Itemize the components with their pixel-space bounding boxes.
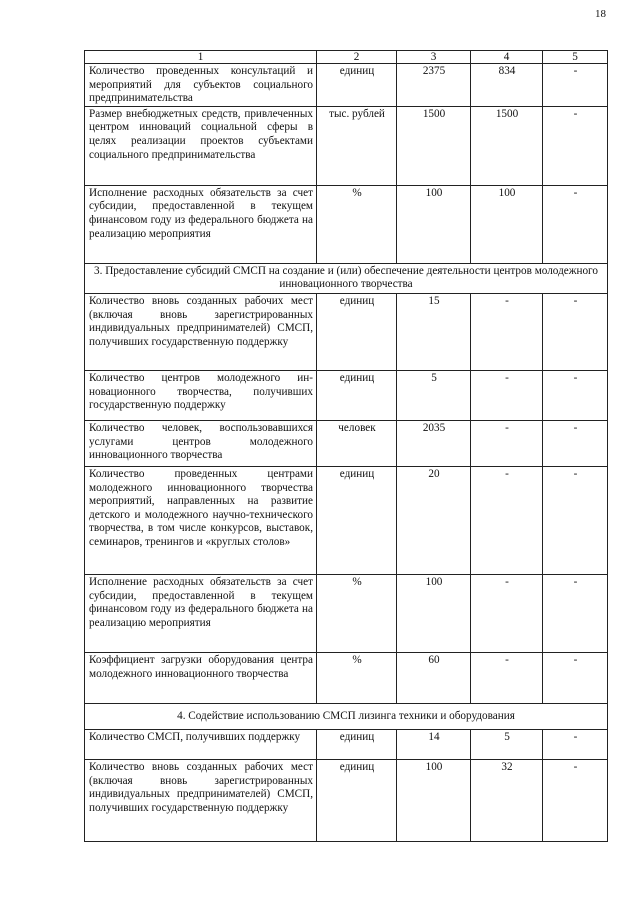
- unit-cell: единиц: [317, 466, 397, 574]
- unit-cell: человек: [317, 420, 397, 466]
- value-cell-col4: -: [471, 652, 543, 703]
- column-header-5: 5: [543, 51, 608, 64]
- indicator-cell: Размер внебюджетных средств, привлеченных центром инноваций социальной сферы в целях реализации проектов субъектами социального предпринимательства: [85, 106, 317, 185]
- value-cell-col5: -: [543, 729, 608, 759]
- value-cell-col5: -: [543, 652, 608, 703]
- table-row: [85, 185, 608, 263]
- table-row: [85, 370, 608, 420]
- indicator-cell: Количество проведенных консультаций и мероприятий для субъектов социального предпринимательства: [85, 64, 317, 107]
- indicator-cell: Количество СМСП, получивших поддержку: [85, 729, 317, 759]
- section-heading: 4. Содействие использованию СМСП лизинга техники и оборудования: [85, 703, 608, 729]
- value-cell-col4: -: [471, 420, 543, 466]
- table-row: [85, 574, 608, 652]
- value-cell-col5: -: [543, 574, 608, 652]
- table-row: [85, 466, 608, 574]
- table-body: [85, 51, 608, 842]
- table-row: [85, 729, 608, 759]
- section-heading: 3. Предоставление субсидий СМСП на создание и (или) обеспечение деятельности центров молодежного инновационного творчества: [85, 263, 608, 293]
- value-cell-col3: 60: [397, 652, 471, 703]
- unit-cell: единиц: [317, 64, 397, 107]
- value-cell-col4: -: [471, 293, 543, 370]
- value-cell-col4: 100: [471, 185, 543, 263]
- value-cell-col5: -: [543, 185, 608, 263]
- unit-cell: единиц: [317, 759, 397, 841]
- column-header-1: 1: [85, 51, 317, 64]
- unit-cell: единиц: [317, 293, 397, 370]
- unit-cell: %: [317, 652, 397, 703]
- value-cell-col5: -: [543, 293, 608, 370]
- indicator-cell: Количество человек, воспользовавшихся услугами центров молодежного инновационного творчества: [85, 420, 317, 466]
- value-cell-col3: 14: [397, 729, 471, 759]
- column-header-4: 4: [471, 51, 543, 64]
- section-heading-row: [85, 263, 608, 293]
- value-cell-col4: 834: [471, 64, 543, 107]
- value-cell-col3: 5: [397, 370, 471, 420]
- column-header-3: 3: [397, 51, 471, 64]
- indicator-cell: Количество вновь созданных рабочих мест (включая вновь зарегистрированных индивидуальных предпринимателей) СМСП, получивших государственную поддержку: [85, 759, 317, 841]
- table-row: [85, 759, 608, 841]
- value-cell-col3: 100: [397, 759, 471, 841]
- unit-cell: единиц: [317, 370, 397, 420]
- value-cell-col3: 100: [397, 574, 471, 652]
- indicator-cell: Количество вновь созданных рабочих мест (включая вновь зарегистрированных индивидуальных предпринимателей) СМСП, получивших государственную поддержку: [85, 293, 317, 370]
- column-header-2: 2: [317, 51, 397, 64]
- value-cell-col3: 20: [397, 466, 471, 574]
- indicator-cell: Количество проведенных центрами молодежного инновационного творчества мероприятий, направленных на развитие детского и молодежного научно-технического творчества, в том числе конкурсов, выставок, семинаров, тренингов и «круглых столов»: [85, 466, 317, 574]
- indicator-cell: Коэффициент загрузки оборудования центра молодежного инновационного творчества: [85, 652, 317, 703]
- indicator-cell: Исполнение расходных обязательств за счет субсидии, предоставленной в текущем финансовом году из федерального бюджета на реализацию мероприятия: [85, 185, 317, 263]
- indicators-table: [84, 50, 608, 842]
- value-cell-col4: 1500: [471, 106, 543, 185]
- value-cell-col4: -: [471, 574, 543, 652]
- table-row: [85, 652, 608, 703]
- value-cell-col3: 2375: [397, 64, 471, 107]
- indicator-cell: Исполнение расходных обязательств за счет субсидии, предоставленной в текущем финансовом году из федерального бюджета на реализацию мероприятия: [85, 574, 317, 652]
- value-cell-col4: 5: [471, 729, 543, 759]
- value-cell-col3: 1500: [397, 106, 471, 185]
- table-row: [85, 64, 608, 107]
- table-row: [85, 106, 608, 185]
- value-cell-col5: -: [543, 370, 608, 420]
- indicator-cell: Количество центров молодежного инновационного творчества, получивших государственную поддержку: [85, 370, 317, 420]
- value-cell-col4: -: [471, 370, 543, 420]
- unit-cell: %: [317, 574, 397, 652]
- column-header-row: [85, 51, 608, 64]
- unit-cell: единиц: [317, 729, 397, 759]
- value-cell-col4: -: [471, 466, 543, 574]
- value-cell-col5: -: [543, 106, 608, 185]
- value-cell-col3: 2035: [397, 420, 471, 466]
- page-number: 18: [595, 8, 606, 20]
- value-cell-col3: 15: [397, 293, 471, 370]
- table-row: [85, 293, 608, 370]
- unit-cell: %: [317, 185, 397, 263]
- value-cell-col5: -: [543, 420, 608, 466]
- table-row: [85, 420, 608, 466]
- section-heading-row: [85, 703, 608, 729]
- value-cell-col5: -: [543, 64, 608, 107]
- unit-cell: тыс. рублей: [317, 106, 397, 185]
- value-cell-col3: 100: [397, 185, 471, 263]
- value-cell-col5: -: [543, 759, 608, 841]
- value-cell-col4: 32: [471, 759, 543, 841]
- value-cell-col5: -: [543, 466, 608, 574]
